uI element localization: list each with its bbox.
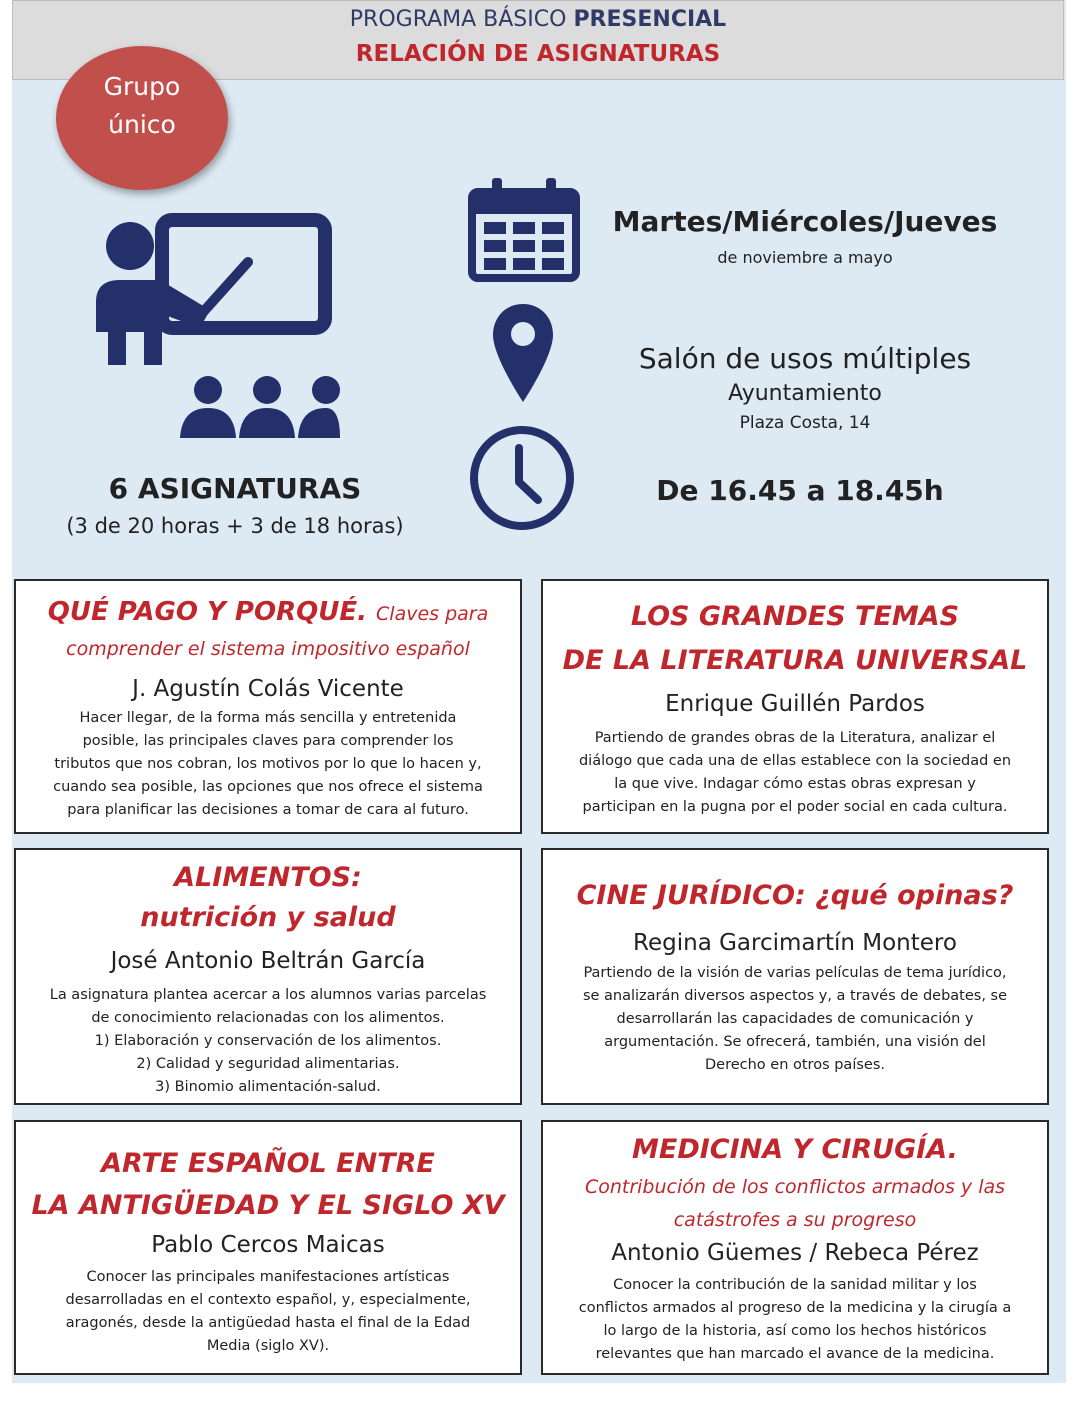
location-address: Plaza Costa, 14 [739,413,871,433]
subjects-heading: RELACIÓN DE ASIGNATURAS [355,41,721,67]
location-building: Ayuntamiento [728,381,882,406]
course-subtitle-line: Contribución de los conflictos armados y las [584,1176,1006,1198]
location-name: Salón de usos múltiples [638,342,972,375]
course-title-line: MEDICINA Y CIRUGÍA. [632,1134,958,1165]
course-description: Conocer la contribución de la sanidad militar y los conflictos armados al progreso de la medicina y la cirugía a lo largo de la historia, así como los hechos históricos relevantes que han marcado el avance de la medicina. [578,1277,1012,1362]
program-title: PROGRAMA BÁSICO PRESENCIAL [349,7,727,32]
class-time: De 16.45 a 18.45h [656,474,944,507]
teacher-icon [90,210,340,445]
course-title-line: LOS GRANDES TEMAS [630,601,960,632]
subjects-count: 6 ASIGNATURAS [108,472,362,505]
course-author: José Antonio Beltrán García [110,948,426,974]
hours-breakdown: (3 de 20 horas + 3 de 18 horas) [66,514,404,538]
course-card-legal-cinema [541,848,1049,1105]
course-description: Partiendo de grandes obras de la Literatura, analizar el diálogo que cada una de ellas establece con la sociedad en la que vive. Indagar cómo estas obras expresan y participan en la pugna por el poder social en cada cultura. [578,730,1012,815]
course-title-line: CINE JURÍDICO: ¿qué opinas? [576,880,1014,911]
course-card-medicine [541,1120,1049,1375]
schedule-period: de noviembre a mayo [717,248,893,267]
course-title-line: DE LA LITERATURA UNIVERSAL [562,645,1028,676]
group-badge: Grupo único [56,46,228,190]
course-card-tax [14,579,522,834]
course-author: Enrique Guillén Pardos [665,691,925,717]
course-description: Hacer llegar, de la forma más sencilla y entretenida posible, las principales claves para comprender los tributos que nos cobran, los motivos por lo que lo hacen y, cuando sea posible, las opciones que nos ofrece el sistema para planificar las decisiones a tomar de cara al futuro. [53,710,483,818]
course-author: Pablo Cercos Maicas [151,1232,385,1258]
course-author: Regina Garcimartín Montero [633,930,957,956]
course-description: La asignatura plantea acercar a los alumnos varias parcelas de conocimiento relacionadas con los alimentos. 1) Elaboración y conservación de los alimentos. 2) Calidad y seguridad alimentarias. 3) Binomio alimentación-salud. [49,987,487,1095]
location-pin-icon [490,302,556,404]
course-title-line: ARTE ESPAÑOL ENTRE [101,1148,435,1179]
calendar-icon [468,176,580,282]
course-subtitle-line: catástrofes a su progreso [673,1209,917,1231]
course-description: Partiendo de la visión de varias películas de tema jurídico, se analizarán diversos aspectos y, a través de debates, se desarrollarán las capacidades de comunicación y argumentación. Se ofrecerá, también, una visión del Derecho en otros países. [582,965,1008,1073]
course-title-line: nutrición y salud [140,902,396,933]
course-author: J. Agustín Colás Vicente [132,676,404,702]
course-subtitle: comprender el sistema impositivo español [66,638,470,660]
course-title-line: LA ANTIGÜEDAD Y EL SIGLO XV [31,1190,505,1221]
course-title: QUÉ PAGO Y PORQUÉ. Claves para [47,597,489,627]
clock-icon [466,424,578,532]
course-card-literature [541,579,1049,834]
course-card-spanish-art [14,1120,522,1375]
course-card-food [14,848,522,1105]
schedule-days: Martes/Miércoles/Jueves [612,205,998,238]
course-description: Conocer las principales manifestaciones artísticas desarrolladas en el contexto español, y, especialmente, aragonés, desde la antigüedad hasta el final de la Edad Media (siglo XV). [65,1269,471,1354]
course-author: Antonio Güemes / Rebeca Pérez [611,1240,979,1266]
course-title-line: ALIMENTOS: [174,862,362,893]
